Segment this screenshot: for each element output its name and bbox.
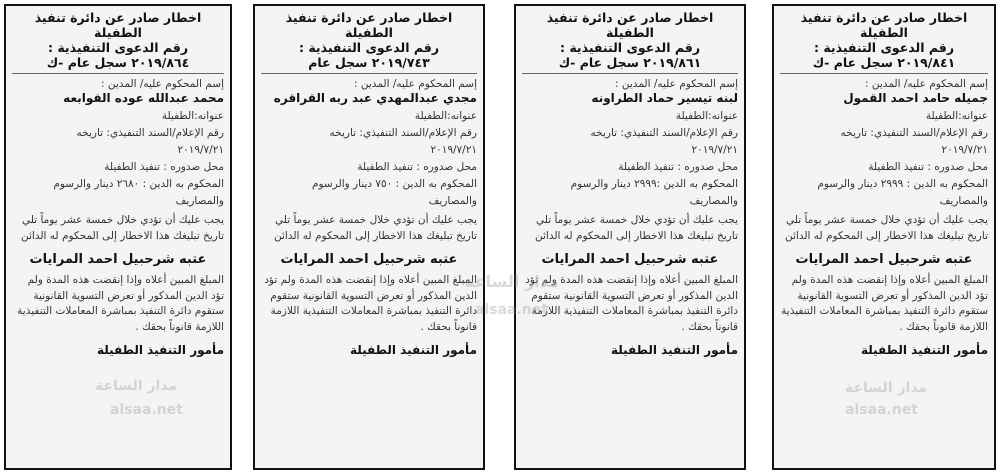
instrument-date: ٢٠١٩/٧/٢١ xyxy=(430,144,477,156)
warning-text: المبلغ المبين أعلاه وإذا إنقضت هذه المدة ولم تؤد الدين المذكور أو تعرض التسوية القانونية ستقوم دائرة التنفيذ بمباشرة المعاملات التنفيذية اللازمة قانوناً بحقك . xyxy=(264,274,477,333)
divider xyxy=(522,73,738,74)
instrument-date: ٢٠١٩/٧/٢١ xyxy=(177,144,224,156)
divider xyxy=(780,73,988,74)
case-label: رقم الدعوى التنفيذية : xyxy=(559,40,701,55)
defendant-name: جميله حامد احمد القمول xyxy=(843,91,988,105)
instrument-date: ٢٠١٩/٧/٢١ xyxy=(691,144,738,156)
notice-title: اخطار صادر عن دائرة تنفيذ الطفيلة xyxy=(546,10,714,40)
watermark-latin: alsaa.net xyxy=(475,302,548,318)
officer-signature: مأمور التنفيذ الطفيلة xyxy=(96,343,224,357)
officer-signature: مأمور التنفيذ الطفيلة xyxy=(860,343,988,357)
instrument-date: ٢٠١٩/٧/٢١ xyxy=(941,144,988,156)
divider xyxy=(12,73,224,74)
issue-place: محل صدوره : تنفيذ الطفيلة xyxy=(104,161,224,173)
defendant-label: إسم المحكوم عليه/ المدين : xyxy=(354,78,477,90)
expenses: والمصاريف xyxy=(939,195,988,207)
creditor-name: عتبه شرحبيل احمد المرايات xyxy=(29,252,207,267)
execution-notice xyxy=(514,4,746,470)
officer-signature: مأمور التنفيذ الطفيلة xyxy=(349,343,477,357)
defendant-name: مجدي عبدالمهدي عبد ربه القراقره xyxy=(273,91,477,105)
payment-demand: يجب عليك أن تؤدي خلال خمسة عشر يوماً تلي تاريخ تبليغك هذا الاخطار إلى المحكوم له الدائن xyxy=(535,214,738,242)
case-label: رقم الدعوى التنفيذية : xyxy=(813,40,955,55)
debt-amount: المحكوم به الدين :٢٩٩٩ دينار والرسوم xyxy=(570,178,738,190)
creditor-name: عتبه شرحبيل احمد المرايات xyxy=(795,252,973,267)
issue-place: محل صدوره : تنفيذ الطفيلة xyxy=(868,161,988,173)
notice-title: اخطار صادر عن دائرة تنفيذ الطفيلة xyxy=(285,10,453,40)
expenses: والمصاريف xyxy=(175,195,224,207)
divider xyxy=(261,73,477,74)
payment-demand: يجب عليك أن تؤدي خلال خمسة عشر يوماً تلي تاريخ تبليغك هذا الاخطار إلى المحكوم له الدائن xyxy=(21,214,224,242)
debt-amount: المحكوم به الدين : ٧٥٠ دينار والرسوم xyxy=(311,178,477,190)
notice-title: اخطار صادر عن دائرة تنفيذ الطفيلة xyxy=(34,10,202,40)
instrument-label: رقم الإعلام/السند التنفيذي: تاريخه xyxy=(840,127,988,139)
issue-place: محل صدوره : تنفيذ الطفيلة xyxy=(357,161,477,173)
issue-place: محل صدوره : تنفيذ الطفيلة xyxy=(618,161,738,173)
watermark-latin: alsaa.net xyxy=(845,402,918,418)
execution-notice xyxy=(772,4,996,470)
debt-amount: المحكوم به الدين : ٢٩٩٩ دينار والرسوم xyxy=(817,178,988,190)
warning-text: المبلغ المبين أعلاه وإذا إنقضت هذه المدة ولم تؤد الدين المذكور أو تعرض التسوية القانونية ستقوم دائرة التنفيذ بمباشرة المعاملات التنفيذية اللازمة قانوناً بحقك . xyxy=(781,274,988,333)
case-number: ٢٠١٩/٨٦٤ سجل عام -ك xyxy=(46,55,190,70)
warning-text: المبلغ المبين أعلاه وإذا إنقضت هذه المدة ولم تؤد الدين المذكور أو تعرض التسوية القانونية ستقوم دائرة التنفيذ بمباشرة المعاملات التنفيذية اللازمة قانوناً بحقك . xyxy=(17,274,224,333)
creditor-name: عتبه شرحبيل احمد المرايات xyxy=(541,252,719,267)
case-number: ٢٠١٩/٨٦١ سجل عام -ك xyxy=(558,55,702,70)
address: عنوانه:الطفيلة xyxy=(414,110,477,122)
address: عنوانه:الطفيلة xyxy=(675,110,738,122)
watermark-arabic: مدار الساعة xyxy=(465,272,559,291)
debt-amount: المحكوم به الدين : ٢٦٨٠ دينار والرسوم xyxy=(53,178,224,190)
payment-demand: يجب عليك أن تؤدي خلال خمسة عشر يوماً تلي تاريخ تبليغك هذا الاخطار إلى المحكوم له الدائن xyxy=(274,214,477,242)
officer-signature: مأمور التنفيذ الطفيلة xyxy=(610,343,738,357)
instrument-label: رقم الإعلام/السند التنفيذي: تاريخه xyxy=(76,127,224,139)
execution-notice xyxy=(253,4,485,470)
notice-title: اخطار صادر عن دائرة تنفيذ الطفيلة xyxy=(800,10,968,40)
case-number: ٢٠١٩/٧٤٣ سجل عام xyxy=(308,55,430,70)
case-label: رقم الدعوى التنفيذية : xyxy=(298,40,440,55)
defendant-label: إسم المحكوم عليه/ المدين : xyxy=(865,78,988,90)
watermark-arabic: مدار الساعة xyxy=(845,380,928,396)
defendant-label: إسم المحكوم عليه/ المدين : xyxy=(615,78,738,90)
defendant-label: إسم المحكوم عليه/ المدين : xyxy=(101,78,224,90)
instrument-label: رقم الإعلام/السند التنفيذي: تاريخه xyxy=(590,127,738,139)
address: عنوانه:الطفيلة xyxy=(925,110,988,122)
expenses: والمصاريف xyxy=(689,195,738,207)
watermark-arabic: مدار الساعة xyxy=(95,378,178,394)
case-label: رقم الدعوى التنفيذية : xyxy=(47,40,189,55)
expenses: والمصاريف xyxy=(428,195,477,207)
payment-demand: يجب عليك أن تؤدي خلال خمسة عشر يوماً تلي تاريخ تبليغك هذا الاخطار إلى المحكوم له الدائن xyxy=(785,214,988,242)
defendant-name: لبنه تيسير حماد الطراونه xyxy=(591,91,738,105)
case-number: ٢٠١٩/٨٤١ سجل عام -ك xyxy=(812,55,956,70)
address: عنوانه:الطفيلة xyxy=(161,110,224,122)
execution-notice xyxy=(4,4,232,470)
watermark-latin: alsaa.net xyxy=(110,402,183,418)
warning-text: المبلغ المبين أعلاه وإذا إنقضت هذه المدة ولم تؤد الدين المذكور أو تعرض التسوية القانونية ستقوم دائرة التنفيذ بمباشرة المعاملات التنفيذية اللازمة قانوناً بحقك . xyxy=(525,274,738,333)
instrument-label: رقم الإعلام/السند التنفيذي: تاريخه xyxy=(329,127,477,139)
defendant-name: محمد عبدالله عوده القوابعه xyxy=(63,91,224,105)
creditor-name: عتبه شرحبيل احمد المرايات xyxy=(280,252,458,267)
